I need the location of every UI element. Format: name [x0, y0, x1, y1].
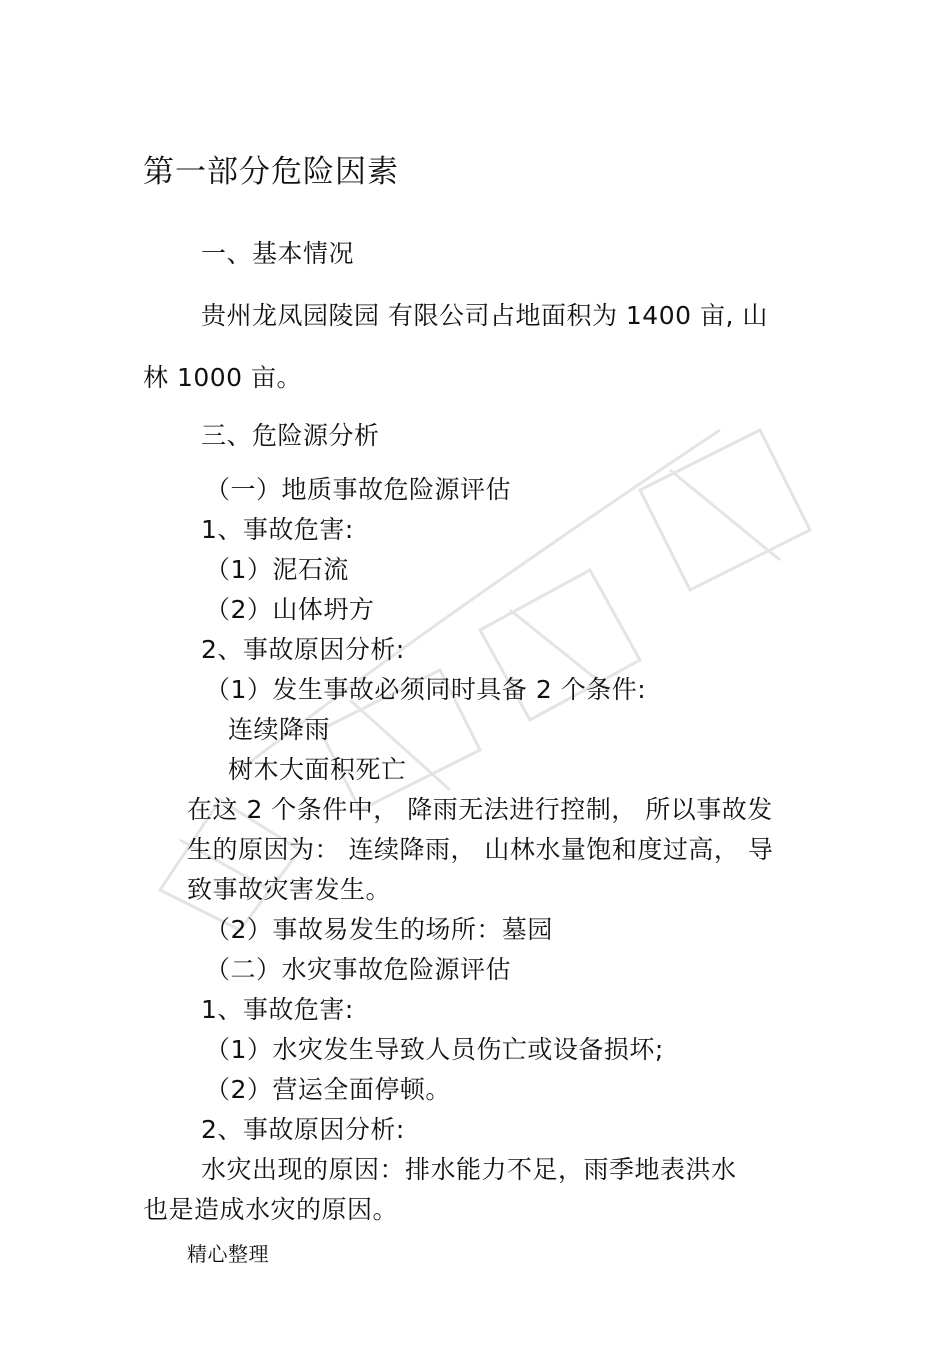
list-item: （2）事故易发生的场所：墓园: [205, 915, 553, 944]
list-item: 2、事故原因分析:: [201, 635, 405, 664]
paragraph-line: 也是造成水灾的原因。: [143, 1195, 399, 1224]
list-item: 1、事故危害:: [201, 995, 354, 1024]
subheading-flood: （二）水灾事故危险源评估: [205, 955, 512, 984]
list-item: （1）泥石流: [205, 555, 349, 584]
list-item: （2）营运全面停顿。: [205, 1075, 451, 1104]
list-item: 2、事故原因分析:: [201, 1115, 405, 1144]
list-item: （1）发生事故必须同时具备 2 个条件:: [205, 675, 647, 704]
section-title: 第一部分危险因素: [143, 154, 399, 190]
list-item: 1、事故危害:: [201, 515, 354, 544]
paragraph-line: 在这 2 个条件中， 降雨无法进行控制， 所以事故发: [187, 795, 773, 824]
page-footer: 精心整理: [187, 1242, 269, 1266]
heading-hazard-analysis: 三、危险源分析: [201, 421, 380, 450]
heading-basic-info: 一、基本情况: [201, 239, 355, 268]
subheading-geology: （一）地质事故危险源评估: [205, 475, 512, 504]
list-item: 连续降雨: [228, 715, 331, 744]
list-item: （1）水灾发生导致人员伤亡或设备损坏;: [205, 1035, 664, 1064]
paragraph-line: 贵州龙凤园陵园 有限公司占地面积为 1400 亩, 山: [201, 301, 768, 330]
list-item: 树木大面积死亡: [228, 755, 407, 784]
paragraph-line: 水灾出现的原因：排水能力不足，雨季地表洪水: [201, 1155, 737, 1184]
paragraph-line: 生的原因为： 连续降雨， 山林水量饱和度过高， 导: [187, 835, 774, 864]
paragraph-line: 致事故灾害发生。: [187, 875, 392, 904]
paragraph-line: 林 1000 亩。: [143, 363, 303, 392]
list-item: （2）山体坍方: [205, 595, 375, 624]
